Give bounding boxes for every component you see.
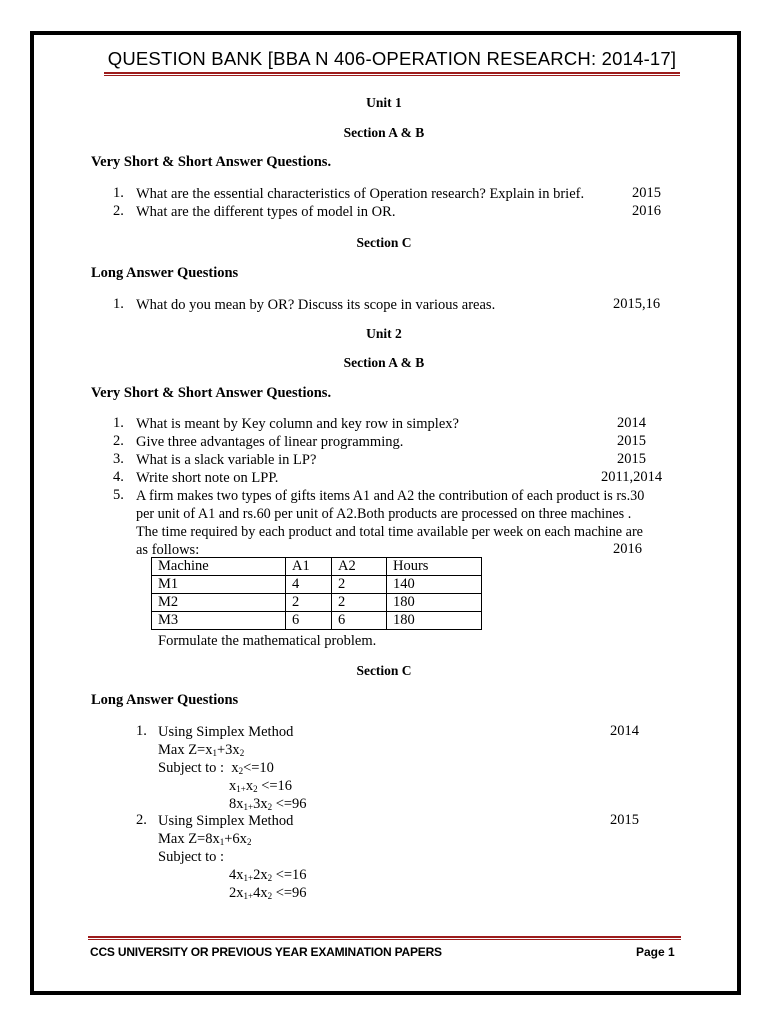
constraint-line: $4x_{1+}2x_2 <=16$ (229, 867, 307, 883)
table-header: Machine (152, 558, 286, 576)
table-cell: 140 (387, 576, 482, 594)
table-cell: 180 (387, 612, 482, 630)
question-year: 2015,16 (613, 296, 661, 312)
table-row (152, 594, 482, 612)
question-year: 2014 (610, 723, 639, 739)
objective-function: Max $Z=x_1+3x_2$ (158, 742, 245, 758)
question-text: Using Simplex Method (158, 813, 294, 829)
question-year: 2015 (632, 185, 661, 201)
table-cell: 180 (387, 594, 482, 612)
constraint-line: $8x_{1+}3x_2 <=96$ (229, 796, 307, 812)
constraint-line: $x_{1+}x_2 <=16$ (229, 778, 293, 794)
table-cell: M2 (152, 594, 286, 612)
question-text: Write short note on LPP. (136, 470, 279, 486)
header-rule (104, 72, 680, 74)
table-cell: M3 (152, 612, 286, 630)
unit-2-section-ab: Section A & B (343, 355, 425, 370)
constraint-line: Subject to : $x_2<=10$ (158, 760, 274, 776)
table-row (152, 612, 482, 630)
table-cell: 2 (286, 594, 332, 612)
question-text: What do you mean by OR? Discuss its scope in various areas. (136, 297, 496, 313)
unit-1-section-ab: Section A & B (343, 125, 425, 140)
header-rule-thin (104, 75, 680, 76)
unit-2-short-heading: Very Short & Short Answer Questions. (91, 385, 332, 401)
question-number: 1. (113, 296, 124, 312)
table-row (152, 576, 482, 594)
footer-rule (88, 936, 681, 938)
objective-function: Max $Z=8x_1+6x_2$ (158, 831, 252, 847)
question-year: 2016 (613, 541, 642, 557)
question-instruction: Formulate the mathematical problem. (158, 633, 377, 649)
table-cell: M1 (152, 576, 286, 594)
question-text-line: as follows: (136, 542, 200, 558)
table-header: A1 (286, 558, 332, 576)
question-number: 2. (113, 203, 124, 219)
constraint-bound: <=16 (275, 867, 307, 883)
constraint-bound: <=10 (243, 760, 274, 776)
question-year: 2015 (617, 451, 646, 467)
unit-1-short-heading: Very Short & Short Answer Questions. (91, 154, 332, 170)
constraint-bound: <=16 (261, 778, 293, 794)
question-text-line: The time required by each product and total time available per week on each machine are (136, 524, 643, 540)
question-number: 5. (113, 487, 124, 503)
question-number: 2. (113, 433, 124, 449)
table-cell: 6 (332, 612, 387, 630)
objective-prefix: Max Z= (158, 742, 206, 758)
unit-1-title: Unit 1 (366, 95, 402, 110)
unit-1-section-c: Section C (356, 235, 412, 250)
question-text: Using Simplex Method (158, 724, 294, 740)
question-text: Give three advantages of linear programming. (136, 434, 404, 450)
table-cell: 2 (332, 576, 387, 594)
page-title: QUESTION BANK [BBA N 406-OPERATION RESEARCH: 2014-17] (107, 48, 677, 69)
footer-rule-thin (88, 939, 681, 940)
question-year: 2015 (610, 812, 639, 828)
table-cell: 6 (286, 612, 332, 630)
footer-text: CCS UNIVERSITY OR PREVIOUS YEAR EXAMINATION PAPERS (90, 945, 442, 959)
question-text: What is a slack variable in LP? (136, 452, 317, 468)
unit-2-section-c: Section C (356, 663, 412, 678)
question-year: 2016 (632, 203, 661, 219)
question-text: What are the different types of model in OR. (136, 204, 396, 220)
table-header: A2 (332, 558, 387, 576)
question-text-line: A firm makes two types of gifts items A1 and A2 the contribution of each product is rs.30 (136, 488, 645, 504)
question-text: What is meant by Key column and key row in simplex? (136, 416, 459, 432)
question-number: 4. (113, 469, 124, 485)
question-number: 1. (113, 185, 124, 201)
machine-table (151, 557, 482, 630)
constraint-bound: <=96 (275, 796, 307, 812)
unit-2-title: Unit 2 (366, 326, 402, 341)
question-number: 1. (113, 415, 124, 431)
question-number: 3. (113, 451, 124, 467)
question-year: 2014 (617, 415, 646, 431)
question-year: 2011,2014 (601, 469, 663, 485)
unit-2-long-heading: Long Answer Questions (91, 692, 239, 708)
table-header-row (152, 558, 482, 576)
constraint-line: $2x_{1+}4x_2 <=96$ (229, 885, 307, 901)
subject-to-label: Subject to : (158, 849, 225, 865)
subject-to-label: Subject to : (158, 760, 225, 776)
question-text-line: per unit of A1 and rs.60 per unit of A2.Both products are processed on three machines . (136, 506, 632, 522)
page-number: Page 1 (636, 945, 675, 959)
unit-1-long-heading: Long Answer Questions (91, 265, 239, 281)
constraint-bound: <=96 (275, 885, 307, 901)
table-cell: 4 (286, 576, 332, 594)
table-header: Hours (387, 558, 482, 576)
question-number: 2. (136, 812, 147, 828)
objective-prefix: Max Z= (158, 831, 206, 847)
table-cell: 2 (332, 594, 387, 612)
question-year: 2015 (617, 433, 646, 449)
question-number: 1. (136, 723, 147, 739)
question-text: What are the essential characteristics of Operation research? Explain in brief. (136, 186, 585, 202)
